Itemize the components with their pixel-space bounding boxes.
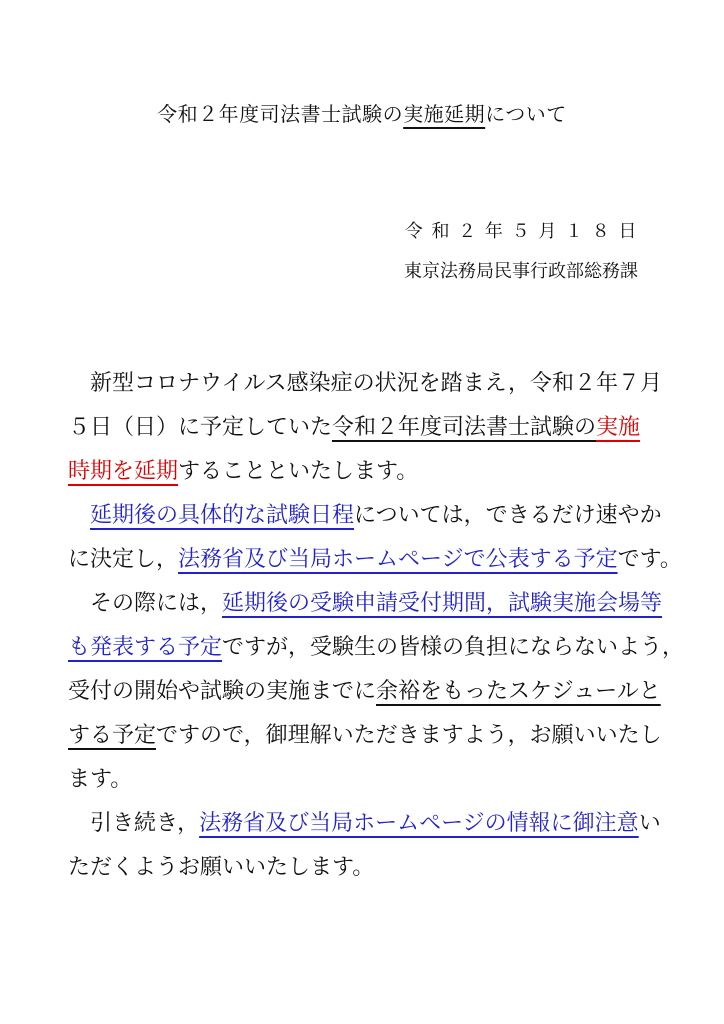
text-segment: することといたします。 <box>178 459 419 484</box>
text-segment <box>68 503 90 528</box>
body-line <box>68 758 684 802</box>
body-line <box>68 802 684 846</box>
link-text[interactable]: 延期後の受験申請受付期間，試験実施会場等 <box>222 591 663 616</box>
text-segment: については，できるだけ速やか <box>354 503 662 528</box>
body-line <box>68 626 684 670</box>
document-title <box>0 98 724 127</box>
text-segment: ５日（日）に予定していた <box>68 415 333 440</box>
title-text-segment: について <box>485 102 567 126</box>
text-segment: その際には， <box>68 591 223 616</box>
document-meta <box>404 212 638 292</box>
link-text[interactable]: も発表する予定 <box>68 635 223 660</box>
body-line <box>68 846 684 890</box>
text-segment: 引き続き， <box>68 811 200 836</box>
body-line <box>68 362 684 406</box>
body-line <box>68 450 684 494</box>
text-segment: ただくようお願いいたします。 <box>68 855 375 880</box>
link-text[interactable]: 法務省及び当局ホームページで公表する予定 <box>178 547 618 572</box>
link-text[interactable]: 延期後の具体的な試験日程 <box>90 503 355 528</box>
red-emphasis-text: 実施 <box>596 415 641 440</box>
document-date: 令 和 ２ 年 ５ 月 １ ８ 日 <box>404 221 638 242</box>
text-segment: ます。 <box>68 767 133 792</box>
issuing-department: 東京法務局民事行政部総務課 <box>404 261 638 282</box>
body-line <box>68 670 684 714</box>
text-segment: 受付の開始や試験の実施までに <box>68 679 377 704</box>
underlined-text: 令和２年度司法書士試験の <box>332 415 597 440</box>
text-segment: ですが，受験生の皆様の負担にならないよう， <box>222 635 685 660</box>
underlined-text: する予定 <box>68 723 157 748</box>
text-segment: に決定し， <box>68 547 179 572</box>
text-segment: 新型コロナウイルス感染症の状況を踏まえ，令和２年７月 <box>68 371 663 396</box>
body-line <box>68 714 684 758</box>
title-underlined-text: 実施延期 <box>403 102 486 126</box>
body-line <box>68 538 684 582</box>
title-text-segment: 令和２年度司法書士試験の <box>157 102 404 126</box>
link-text[interactable]: 法務省及び当局ホームページの情報に御注意 <box>199 811 639 836</box>
body-line <box>68 406 684 450</box>
text-segment: い <box>638 811 661 836</box>
red-emphasis-text: 時期を延期 <box>68 459 179 484</box>
document-body <box>68 362 684 890</box>
text-segment: ですので，御理解いただきますよう，お願いいたし <box>156 723 662 748</box>
underlined-text: 余裕をもったスケジュールと <box>376 679 661 704</box>
text-segment: です。 <box>617 547 682 572</box>
body-line <box>68 494 684 538</box>
body-line <box>68 582 684 626</box>
